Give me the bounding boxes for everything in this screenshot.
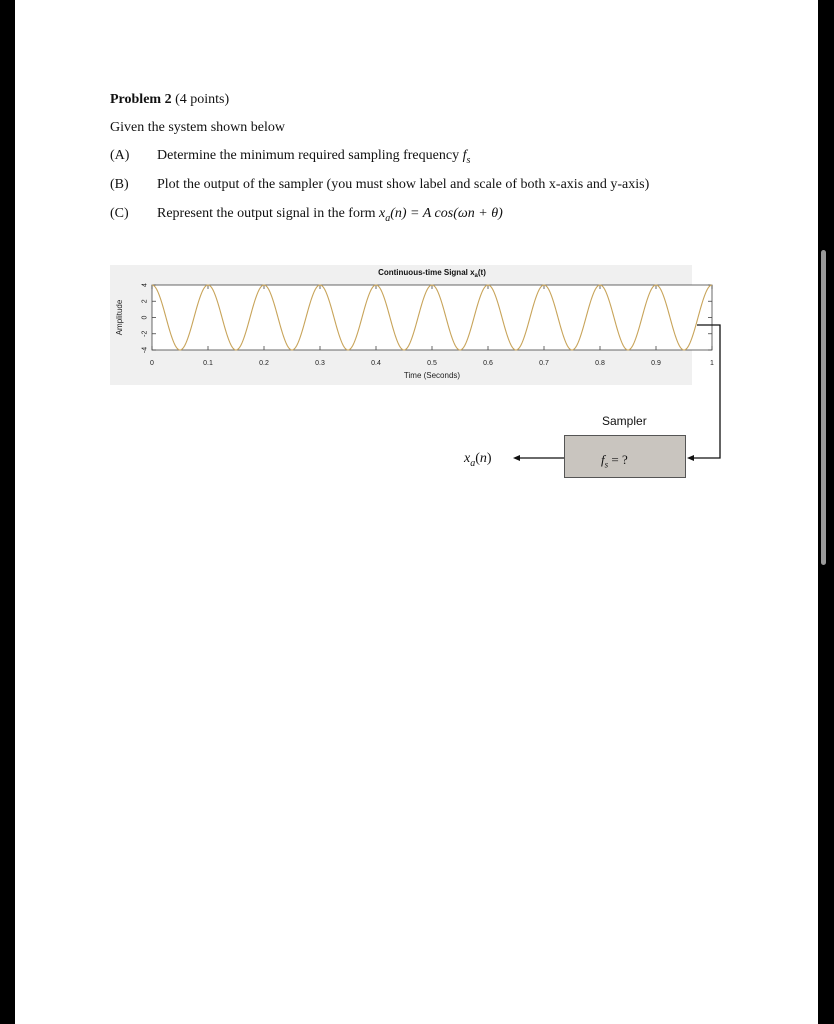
item-c-text <box>157 206 503 227</box>
x-tick-label: 0.1 <box>203 360 213 367</box>
item-a-text <box>157 148 470 169</box>
y-tick-label: -2 <box>141 330 149 337</box>
problem-points: (4 points) <box>175 92 230 107</box>
y-tick-label: -4 <box>141 346 149 354</box>
scrollbar[interactable] <box>821 250 826 565</box>
item-a-body: Determine the minimum required sampling frequency <box>157 148 463 163</box>
sampler-fs-label: $f_s$ = ? <box>601 452 628 470</box>
item-c-body: Represent the output signal in the form <box>157 206 380 221</box>
output-signal-label: $x_a(n)$ <box>464 451 492 469</box>
item-c-label: (C) <box>110 206 129 221</box>
x-tick-label: 0.9 <box>651 360 661 367</box>
signal-chart <box>110 265 714 385</box>
x-tick-label: 0.2 <box>259 360 269 367</box>
item-a-math: $f_s$ <box>462 148 471 166</box>
x-tick-label: 0.8 <box>595 360 605 367</box>
x-tick-label: 0 <box>150 360 154 367</box>
output-arrowhead <box>513 455 520 461</box>
input-arrowhead <box>687 455 694 461</box>
x-axis-label: Time (Seconds) <box>403 371 461 380</box>
y-tick-label: 0 <box>141 315 149 320</box>
x-tick-label: 0.4 <box>371 360 381 367</box>
plot-area <box>152 285 712 350</box>
x-tick-label: 0.6 <box>483 360 493 367</box>
y-tick-label: 4 <box>141 283 149 287</box>
sampler-title: Sampler <box>602 414 647 428</box>
item-b-text: Plot the output of the sampler (you must show label and scale of both x-axis and y-axis) <box>157 177 650 192</box>
y-axis-label: Amplitude <box>115 299 124 336</box>
chart-title: Continuous-time Signal $x_a(t)$ <box>378 268 486 279</box>
x-tick-label: 1 <box>710 360 714 367</box>
item-b-label: (B) <box>110 177 129 192</box>
x-tick-label: 0.5 <box>427 360 437 367</box>
x-tick-label: 0.7 <box>539 360 549 367</box>
x-tick-label: 0.3 <box>315 360 325 367</box>
item-a-label: (A) <box>110 148 130 163</box>
problem-heading <box>110 92 229 108</box>
document-page <box>15 0 818 1024</box>
y-tick-label: 2 <box>141 299 149 304</box>
problem-title: Problem 2 <box>110 92 172 107</box>
item-c-math: $x_a(n) = A$ cos(ωn + θ) <box>379 206 503 224</box>
problem-intro: Given the system shown below <box>110 120 285 135</box>
